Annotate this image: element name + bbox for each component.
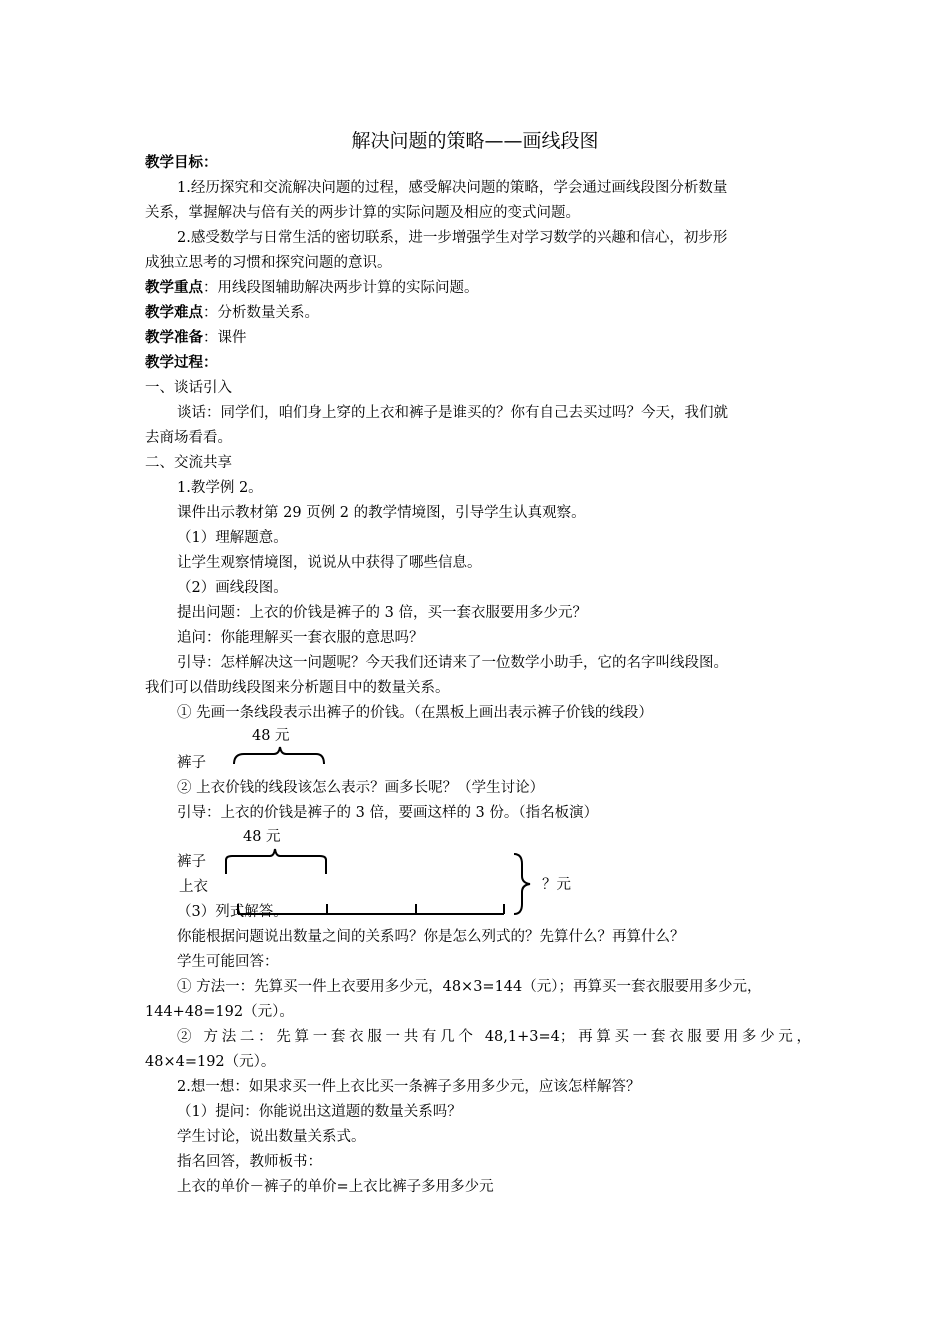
guide-2-line: 引导：上衣的价钱是裤子的 3 倍，要画这样的 3 份。（指名板演） (177, 805, 599, 821)
section-2-heading: 二、交流共享 (145, 455, 232, 471)
draw-step-2: ② 上衣价钱的线段该怎么表示？画多长呢？（学生讨论） (177, 780, 545, 796)
diagram-2-pants-segment (222, 846, 330, 876)
diagram-2-price-label: 48 元 (243, 829, 281, 845)
diagram-2-total-label: ？元 (542, 877, 571, 893)
example-1-heading: 1.教学例 2。 (177, 480, 263, 496)
board-line: 指名回答，教师板书： (177, 1154, 322, 1170)
question-line: 提出问题：上衣的价钱是裤子的 3 倍，买一套衣服要用多少元？ (177, 605, 587, 621)
key-text: ：用线段图辅助解决两步计算的实际问题。 (203, 280, 479, 296)
discuss-line: 学生讨论，说出数量关系式。 (177, 1129, 366, 1145)
prep-text: ：课件 (203, 330, 247, 346)
step-2-heading: （2）画线段图。 (177, 580, 288, 596)
objective-2-line-2: 成独立思考的习惯和探究问题的意识。 (145, 255, 392, 271)
step-1-heading: （1）理解题意。 (177, 530, 288, 546)
diagram-1-pants-segment (230, 744, 330, 772)
ask-2-line: （1）提问：你能说出这道题的数量关系吗？ (177, 1104, 462, 1120)
objective-1-line-1: 1.经历探究和交流解决问题的过程，感受解决问题的策略，学会通过画线段图分析数量 (177, 180, 728, 196)
objectives-heading: 教学目标： (145, 155, 218, 171)
objective-1-line-2: 关系，掌握解决与倍有关的两步计算的实际问题及相应的变式问题。 (145, 205, 580, 221)
diagram-2-pants-label: 裤子 (177, 854, 206, 870)
draw-step-1: ① 先画一条线段表示出裤子的价钱。（在黑板上画出表示裤子价钱的线段） (177, 705, 653, 721)
teaching-difficulty (145, 304, 319, 322)
diagram-1-pants-label: 裤子 (177, 755, 206, 771)
guide-line-2: 我们可以借助线段图来分析题目中的数量关系。 (145, 680, 450, 696)
talk-line-1: 谈话：同学们，咱们身上穿的上衣和裤子是谁买的？你有自己去买过吗？今天，我们就 (177, 405, 728, 421)
diagram-2-total-brace (510, 850, 534, 918)
method-1-line-1: ① 方法一：先算买一件上衣要用多少元，48×3=144（元）；再算买一套衣服要用多少元， (177, 979, 762, 995)
guide-line-1: 引导：怎样解决这一问题呢？今天我们还请来了一位数学小助手，它的名字叫线段图。 (177, 655, 728, 671)
process-heading: 教学过程： (145, 355, 218, 371)
example-1-description: 课件出示教材第 29 页例 2 的教学情境图，引导学生认真观察。 (177, 505, 586, 521)
method-1-line-2: 144+48=192（元）。 (145, 1004, 294, 1020)
method-2-line-1: ② 方法二：先算一套衣服一共有几个 48,1+3=4；再算买一套衣服要用多少元， (177, 1029, 811, 1045)
teaching-key-point (145, 279, 479, 297)
diagram-1-price-label: 48 元 (252, 728, 290, 744)
difficulty-text: ：分析数量关系。 (203, 305, 319, 321)
step-1-description: 让学生观察情境图，说说从中获得了哪些信息。 (177, 555, 482, 571)
document-title: 解决问题的策略——画线段图 (351, 130, 599, 152)
diagram-2-jacket-segment (230, 900, 510, 920)
key-label: 教学重点 (145, 280, 203, 296)
section-1-heading: 一、谈话引入 (145, 380, 232, 396)
prep-label: 教学准备 (145, 330, 203, 346)
follow-up-line: 追问：你能理解买一套衣服的意思吗？ (177, 630, 424, 646)
formula-line: 上衣的单价－裤子的单价=上衣比裤子多用多少元 (177, 1179, 494, 1195)
talk-line-2: 去商场看看。 (145, 430, 232, 446)
teaching-preparation (145, 329, 247, 347)
possible-answers-line: 学生可能回答： (177, 954, 279, 970)
method-2-line-2: 48×4=192（元）。 (145, 1054, 276, 1070)
objective-2-line-1: 2.感受数学与日常生活的密切联系，进一步增强学生对学习数学的兴趣和信心，初步形 (177, 230, 728, 246)
think-line: 2.想一想：如果求买一件上衣比买一条裤子多用多少元，应该怎样解答？ (177, 1079, 641, 1095)
difficulty-label: 教学难点 (145, 305, 203, 321)
step-3-heading: （3）列式解答。 (177, 904, 288, 920)
ask-relation-line: 你能根据问题说出数量之间的关系吗？你是怎么列式的？先算什么？再算什么？ (177, 929, 685, 945)
diagram-2-jacket-label: 上衣 (179, 879, 208, 895)
